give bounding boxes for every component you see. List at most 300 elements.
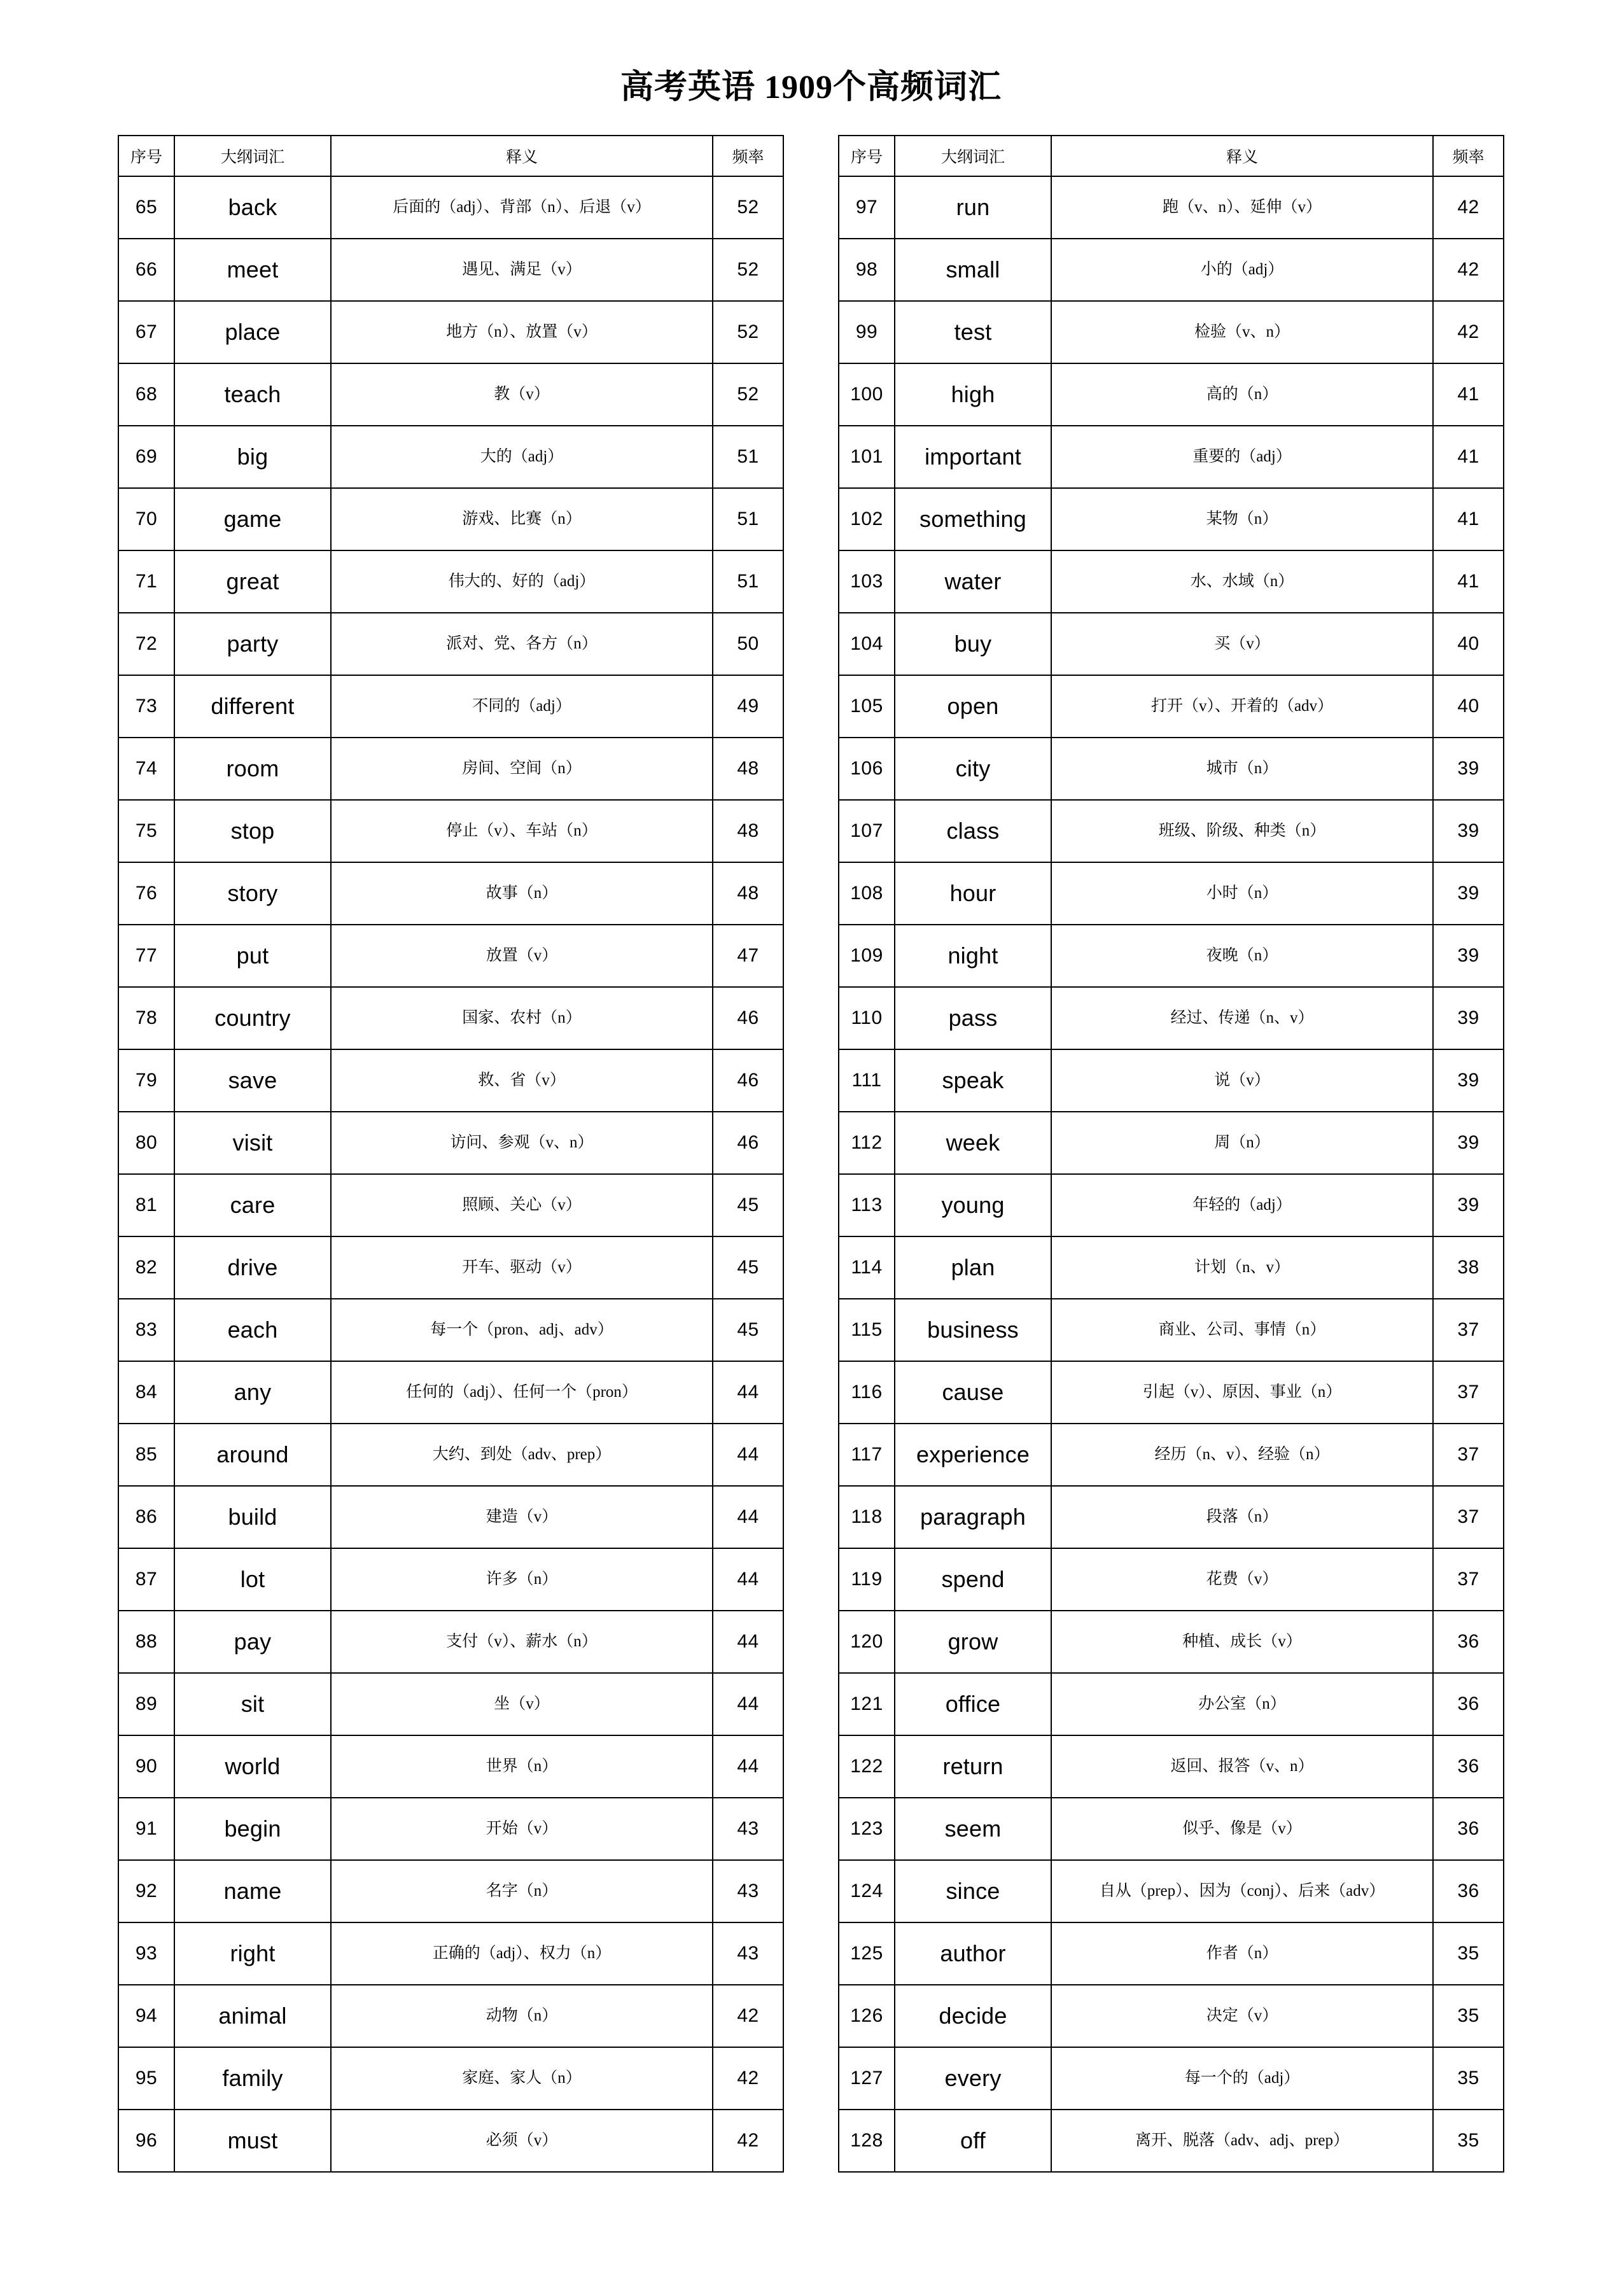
- table-row: [839, 925, 1504, 987]
- cell-frequency: 42: [713, 2110, 783, 2172]
- cell-definition: 世界（n）: [331, 1735, 713, 1798]
- cell-word: plan: [895, 1236, 1051, 1299]
- cell-word: speak: [895, 1049, 1051, 1112]
- table-row: [839, 1486, 1504, 1548]
- table-row: [839, 1049, 1504, 1112]
- cell-index: 112: [839, 1112, 895, 1174]
- cell-definition: 教（v）: [331, 363, 713, 426]
- cell-word: pay: [174, 1611, 331, 1673]
- page-title: 高考英语 1909个高频词汇: [620, 69, 1002, 106]
- cell-definition: 办公室（n）: [1051, 1673, 1433, 1735]
- cell-index: 116: [839, 1361, 895, 1424]
- table-row: [839, 1673, 1504, 1735]
- cell-index: 86: [118, 1486, 174, 1548]
- cell-index: 124: [839, 1860, 895, 1922]
- cell-frequency: 41: [1433, 488, 1504, 550]
- cell-word: buy: [895, 613, 1051, 675]
- cell-frequency: 48: [713, 800, 783, 862]
- table-row: [839, 488, 1504, 550]
- cell-index: 117: [839, 1424, 895, 1486]
- table-row: [118, 1486, 783, 1548]
- cell-word: decide: [895, 1985, 1051, 2047]
- cell-frequency: 39: [1433, 862, 1504, 925]
- cell-definition: 任何的（adj）、任何一个（pron）: [331, 1361, 713, 1424]
- cell-definition: 派对、党、各方（n）: [331, 613, 713, 675]
- cell-index: 97: [839, 176, 895, 239]
- cell-frequency: 36: [1433, 1860, 1504, 1922]
- cell-index: 69: [118, 426, 174, 488]
- cell-frequency: 39: [1433, 987, 1504, 1049]
- cell-index: 127: [839, 2047, 895, 2110]
- cell-index: 110: [839, 987, 895, 1049]
- cell-index: 109: [839, 925, 895, 987]
- cell-index: 122: [839, 1735, 895, 1798]
- cell-definition: 周（n）: [1051, 1112, 1433, 1174]
- cell-index: 83: [118, 1299, 174, 1361]
- column-header-frequency: 频率: [713, 136, 783, 176]
- cell-frequency: 37: [1433, 1424, 1504, 1486]
- cell-definition: 必须（v）: [331, 2110, 713, 2172]
- cell-frequency: 37: [1433, 1486, 1504, 1548]
- cell-definition: 房间、空间（n）: [331, 738, 713, 800]
- cell-index: 120: [839, 1611, 895, 1673]
- table-row: [839, 550, 1504, 613]
- cell-frequency: 52: [713, 239, 783, 301]
- cell-frequency: 38: [1433, 1236, 1504, 1299]
- cell-index: 93: [118, 1922, 174, 1985]
- cell-word: right: [174, 1922, 331, 1985]
- cell-frequency: 41: [1433, 550, 1504, 613]
- table-row: [118, 363, 783, 426]
- table-row: [118, 1424, 783, 1486]
- cell-definition: 城市（n）: [1051, 738, 1433, 800]
- table-row: [118, 1112, 783, 1174]
- cell-definition: 检验（v、n）: [1051, 301, 1433, 363]
- cell-definition: 伟大的、好的（adj）: [331, 550, 713, 613]
- cell-frequency: 46: [713, 1049, 783, 1112]
- cell-frequency: 39: [1433, 925, 1504, 987]
- table-row: [839, 1611, 1504, 1673]
- cell-definition: 游戏、比赛（n）: [331, 488, 713, 550]
- column-header-index: 序号: [118, 136, 174, 176]
- column-header-word: 大纲词汇: [895, 136, 1051, 176]
- cell-word: every: [895, 2047, 1051, 2110]
- cell-word: put: [174, 925, 331, 987]
- cell-word: something: [895, 488, 1051, 550]
- cell-definition: 年轻的（adj）: [1051, 1174, 1433, 1236]
- table-row: [839, 2047, 1504, 2110]
- cell-index: 101: [839, 426, 895, 488]
- cell-frequency: 39: [1433, 1174, 1504, 1236]
- cell-definition: 开车、驱动（v）: [331, 1236, 713, 1299]
- cell-frequency: 44: [713, 1611, 783, 1673]
- cell-word: around: [174, 1424, 331, 1486]
- cell-index: 71: [118, 550, 174, 613]
- cell-word: hour: [895, 862, 1051, 925]
- table-row: [118, 1299, 783, 1361]
- table-row: [118, 1985, 783, 2047]
- cell-word: great: [174, 550, 331, 613]
- cell-frequency: 47: [713, 925, 783, 987]
- cell-definition: 后面的（adj）、背部（n）、后退（v）: [331, 176, 713, 239]
- cell-definition: 作者（n）: [1051, 1922, 1433, 1985]
- cell-index: 88: [118, 1611, 174, 1673]
- cell-index: 80: [118, 1112, 174, 1174]
- cell-definition: 大的（adj）: [331, 426, 713, 488]
- table-row: [839, 426, 1504, 488]
- table-row: [118, 1922, 783, 1985]
- cell-word: stop: [174, 800, 331, 862]
- cell-word: animal: [174, 1985, 331, 2047]
- cell-word: young: [895, 1174, 1051, 1236]
- table-row: [118, 1049, 783, 1112]
- column-header-frequency: 频率: [1433, 136, 1504, 176]
- cell-index: 104: [839, 613, 895, 675]
- cell-definition: 重要的（adj）: [1051, 426, 1433, 488]
- cell-definition: 国家、农村（n）: [331, 987, 713, 1049]
- cell-frequency: 49: [713, 675, 783, 738]
- table-row: [118, 862, 783, 925]
- cell-definition: 救、省（v）: [331, 1049, 713, 1112]
- cell-word: room: [174, 738, 331, 800]
- cell-word: week: [895, 1112, 1051, 1174]
- cell-index: 77: [118, 925, 174, 987]
- cell-frequency: 44: [713, 1735, 783, 1798]
- cell-frequency: 50: [713, 613, 783, 675]
- cell-word: care: [174, 1174, 331, 1236]
- cell-index: 113: [839, 1174, 895, 1236]
- cell-index: 84: [118, 1361, 174, 1424]
- cell-definition: 开始（v）: [331, 1798, 713, 1860]
- cell-index: 73: [118, 675, 174, 738]
- table-row: [839, 800, 1504, 862]
- cell-index: 81: [118, 1174, 174, 1236]
- cell-word: business: [895, 1299, 1051, 1361]
- cell-word: place: [174, 301, 331, 363]
- table-row: [118, 613, 783, 675]
- cell-frequency: 37: [1433, 1361, 1504, 1424]
- table-row: [118, 1236, 783, 1299]
- cell-definition: 高的（n）: [1051, 363, 1433, 426]
- table-row: [118, 1798, 783, 1860]
- cell-word: open: [895, 675, 1051, 738]
- cell-definition: 班级、阶级、种类（n）: [1051, 800, 1433, 862]
- cell-frequency: 48: [713, 862, 783, 925]
- column-header-word: 大纲词汇: [174, 136, 331, 176]
- cell-frequency: 39: [1433, 738, 1504, 800]
- cell-definition: 坐（v）: [331, 1673, 713, 1735]
- table-row: [118, 925, 783, 987]
- cell-frequency: 41: [1433, 426, 1504, 488]
- table-row: [118, 1611, 783, 1673]
- table-row: [839, 1236, 1504, 1299]
- table-header-row: [118, 136, 783, 176]
- cell-definition: 正确的（adj）、权力（n）: [331, 1922, 713, 1985]
- cell-index: 89: [118, 1673, 174, 1735]
- cell-index: 128: [839, 2110, 895, 2172]
- cell-frequency: 39: [1433, 1049, 1504, 1112]
- cell-definition: 打开（v）、开着的（adv）: [1051, 675, 1433, 738]
- cell-index: 87: [118, 1548, 174, 1611]
- cell-frequency: 36: [1433, 1673, 1504, 1735]
- table-row: [839, 176, 1504, 239]
- vocabulary-rows-right: [839, 176, 1504, 2172]
- cell-index: 126: [839, 1985, 895, 2047]
- table-row: [839, 613, 1504, 675]
- table-row: [839, 2110, 1504, 2172]
- cell-definition: 动物（n）: [331, 1985, 713, 2047]
- cell-word: sit: [174, 1673, 331, 1735]
- cell-word: begin: [174, 1798, 331, 1860]
- table-row: [839, 1174, 1504, 1236]
- cell-word: office: [895, 1673, 1051, 1735]
- table-row: [839, 1798, 1504, 1860]
- cell-word: experience: [895, 1424, 1051, 1486]
- cell-frequency: 51: [713, 550, 783, 613]
- cell-word: name: [174, 1860, 331, 1922]
- cell-definition: 经历（n、v）、经验（n）: [1051, 1424, 1433, 1486]
- cell-word: small: [895, 239, 1051, 301]
- cell-word: build: [174, 1486, 331, 1548]
- cell-index: 121: [839, 1673, 895, 1735]
- cell-definition: 地方（n）、放置（v）: [331, 301, 713, 363]
- cell-index: 106: [839, 738, 895, 800]
- cell-frequency: 52: [713, 176, 783, 239]
- cell-index: 91: [118, 1798, 174, 1860]
- cell-frequency: 45: [713, 1299, 783, 1361]
- cell-word: any: [174, 1361, 331, 1424]
- cell-index: 66: [118, 239, 174, 301]
- table-row: [118, 987, 783, 1049]
- cell-word: paragraph: [895, 1486, 1051, 1548]
- cell-word: test: [895, 301, 1051, 363]
- cell-index: 67: [118, 301, 174, 363]
- cell-frequency: 44: [713, 1361, 783, 1424]
- cell-definition: 跑（v、n）、延伸（v）: [1051, 176, 1433, 239]
- cell-word: back: [174, 176, 331, 239]
- cell-definition: 小时（n）: [1051, 862, 1433, 925]
- cell-definition: 说（v）: [1051, 1049, 1433, 1112]
- cell-frequency: 37: [1433, 1548, 1504, 1611]
- cell-frequency: 52: [713, 363, 783, 426]
- table-row: [118, 2047, 783, 2110]
- cell-frequency: 35: [1433, 2110, 1504, 2172]
- cell-index: 92: [118, 1860, 174, 1922]
- cell-index: 105: [839, 675, 895, 738]
- cell-index: 76: [118, 862, 174, 925]
- table-row: [839, 1361, 1504, 1424]
- table-row: [118, 1174, 783, 1236]
- cell-word: spend: [895, 1548, 1051, 1611]
- cell-word: class: [895, 800, 1051, 862]
- cell-word: pass: [895, 987, 1051, 1049]
- cell-word: save: [174, 1049, 331, 1112]
- cell-index: 119: [839, 1548, 895, 1611]
- table-row: [839, 1112, 1504, 1174]
- cell-frequency: 43: [713, 1798, 783, 1860]
- cell-word: story: [174, 862, 331, 925]
- cell-frequency: 44: [713, 1424, 783, 1486]
- cell-definition: 段落（n）: [1051, 1486, 1433, 1548]
- table-row: [839, 301, 1504, 363]
- cell-index: 125: [839, 1922, 895, 1985]
- cell-frequency: 42: [1433, 176, 1504, 239]
- cell-definition: 返回、报答（v、n）: [1051, 1735, 1433, 1798]
- cell-word: night: [895, 925, 1051, 987]
- table-row: [839, 1299, 1504, 1361]
- table-row: [839, 862, 1504, 925]
- cell-word: big: [174, 426, 331, 488]
- cell-definition: 经过、传递（n、v）: [1051, 987, 1433, 1049]
- cell-definition: 买（v）: [1051, 613, 1433, 675]
- cell-word: author: [895, 1922, 1051, 1985]
- cell-frequency: 45: [713, 1236, 783, 1299]
- cell-index: 75: [118, 800, 174, 862]
- cell-index: 72: [118, 613, 174, 675]
- cell-word: important: [895, 426, 1051, 488]
- table-header-row: [839, 136, 1504, 176]
- cell-frequency: 46: [713, 987, 783, 1049]
- cell-frequency: 51: [713, 488, 783, 550]
- table-row: [118, 1860, 783, 1922]
- cell-definition: 离开、脱落（adv、adj、prep）: [1051, 2110, 1433, 2172]
- cell-definition: 决定（v）: [1051, 1985, 1433, 2047]
- cell-index: 79: [118, 1049, 174, 1112]
- table-row: [839, 1735, 1504, 1798]
- cell-definition: 某物（n）: [1051, 488, 1433, 550]
- cell-word: teach: [174, 363, 331, 426]
- cell-frequency: 35: [1433, 2047, 1504, 2110]
- cell-word: high: [895, 363, 1051, 426]
- table-row: [118, 2110, 783, 2172]
- cell-definition: 名字（n）: [331, 1860, 713, 1922]
- cell-word: party: [174, 613, 331, 675]
- cell-definition: 大约、到处（adv、prep）: [331, 1424, 713, 1486]
- cell-index: 98: [839, 239, 895, 301]
- cell-definition: 商业、公司、事情（n）: [1051, 1299, 1433, 1361]
- table-row: [118, 1735, 783, 1798]
- table-row: [118, 738, 783, 800]
- cell-definition: 遇见、满足（v）: [331, 239, 713, 301]
- cell-frequency: 42: [713, 2047, 783, 2110]
- cell-index: 111: [839, 1049, 895, 1112]
- cell-frequency: 36: [1433, 1611, 1504, 1673]
- cell-definition: 自从（prep）、因为（conj）、后来（adv）: [1051, 1860, 1433, 1922]
- cell-definition: 每一个（pron、adj、adv）: [331, 1299, 713, 1361]
- cell-frequency: 43: [713, 1860, 783, 1922]
- cell-index: 103: [839, 550, 895, 613]
- vocabulary-table-right: [838, 135, 1504, 2173]
- cell-frequency: 44: [713, 1548, 783, 1611]
- cell-word: visit: [174, 1112, 331, 1174]
- cell-frequency: 40: [1433, 613, 1504, 675]
- cell-frequency: 35: [1433, 1985, 1504, 2047]
- cell-word: world: [174, 1735, 331, 1798]
- table-row: [118, 301, 783, 363]
- cell-word: drive: [174, 1236, 331, 1299]
- cell-frequency: 45: [713, 1174, 783, 1236]
- cell-word: off: [895, 2110, 1051, 2172]
- cell-frequency: 51: [713, 426, 783, 488]
- cell-definition: 种植、成长（v）: [1051, 1611, 1433, 1673]
- cell-definition: 引起（v）、原因、事业（n）: [1051, 1361, 1433, 1424]
- table-row: [118, 426, 783, 488]
- cell-frequency: 35: [1433, 1922, 1504, 1985]
- cell-index: 108: [839, 862, 895, 925]
- cell-word: game: [174, 488, 331, 550]
- table-row: [839, 239, 1504, 301]
- cell-definition: 访问、参观（v、n）: [331, 1112, 713, 1174]
- cell-word: grow: [895, 1611, 1051, 1673]
- cell-definition: 花费（v）: [1051, 1548, 1433, 1611]
- vocabulary-tables-container: [0, 135, 1622, 2173]
- vocabulary-rows-left: [118, 176, 783, 2172]
- cell-word: must: [174, 2110, 331, 2172]
- cell-frequency: 39: [1433, 1112, 1504, 1174]
- cell-definition: 水、水域（n）: [1051, 550, 1433, 613]
- cell-frequency: 44: [713, 1486, 783, 1548]
- cell-frequency: 48: [713, 738, 783, 800]
- cell-word: meet: [174, 239, 331, 301]
- column-header-definition: 释义: [331, 136, 713, 176]
- cell-definition: 放置（v）: [331, 925, 713, 987]
- cell-frequency: 43: [713, 1922, 783, 1985]
- cell-frequency: 46: [713, 1112, 783, 1174]
- table-row: [118, 550, 783, 613]
- cell-word: family: [174, 2047, 331, 2110]
- cell-frequency: 39: [1433, 800, 1504, 862]
- cell-index: 123: [839, 1798, 895, 1860]
- table-row: [839, 1922, 1504, 1985]
- cell-index: 65: [118, 176, 174, 239]
- cell-index: 74: [118, 738, 174, 800]
- cell-definition: 停止（v）、车站（n）: [331, 800, 713, 862]
- table-row: [118, 488, 783, 550]
- table-row: [839, 1424, 1504, 1486]
- cell-frequency: 42: [1433, 301, 1504, 363]
- cell-definition: 不同的（adj）: [331, 675, 713, 738]
- cell-frequency: 42: [713, 1985, 783, 2047]
- cell-definition: 家庭、家人（n）: [331, 2047, 713, 2110]
- cell-frequency: 41: [1433, 363, 1504, 426]
- cell-word: water: [895, 550, 1051, 613]
- table-row: [118, 1673, 783, 1735]
- table-row: [839, 363, 1504, 426]
- cell-index: 70: [118, 488, 174, 550]
- cell-frequency: 42: [1433, 239, 1504, 301]
- cell-index: 82: [118, 1236, 174, 1299]
- cell-index: 115: [839, 1299, 895, 1361]
- table-row: [839, 987, 1504, 1049]
- cell-word: run: [895, 176, 1051, 239]
- cell-index: 102: [839, 488, 895, 550]
- table-row: [118, 1361, 783, 1424]
- table-row: [118, 176, 783, 239]
- cell-frequency: 44: [713, 1673, 783, 1735]
- table-row: [118, 239, 783, 301]
- cell-index: 99: [839, 301, 895, 363]
- table-row: [839, 1860, 1504, 1922]
- column-header-index: 序号: [839, 136, 895, 176]
- cell-index: 95: [118, 2047, 174, 2110]
- cell-definition: 支付（v）、薪水（n）: [331, 1611, 713, 1673]
- table-row: [839, 738, 1504, 800]
- cell-index: 96: [118, 2110, 174, 2172]
- cell-index: 90: [118, 1735, 174, 1798]
- cell-definition: 夜晚（n）: [1051, 925, 1433, 987]
- cell-definition: 每一个的（adj）: [1051, 2047, 1433, 2110]
- cell-word: country: [174, 987, 331, 1049]
